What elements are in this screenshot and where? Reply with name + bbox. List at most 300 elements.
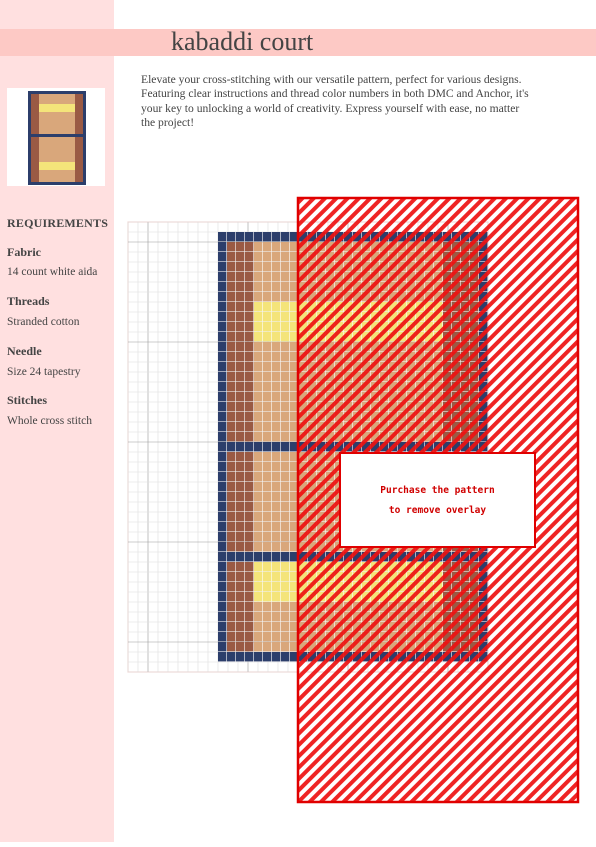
stitch-cell [263,552,271,561]
stitch-cell [281,372,289,381]
stitch-cell [254,572,262,581]
stitch-cell [272,262,280,271]
stitch-cell [272,352,280,361]
stitch-cell [272,482,280,491]
stitch-cell [218,232,226,241]
stitch-cell [245,492,253,501]
stitch-cell [218,262,226,271]
stitch-cell [245,332,253,341]
stitch-cell [236,332,244,341]
stitch-cell [281,452,289,461]
stitch-cell [281,592,289,601]
stitch-cell [218,612,226,621]
stitch-cell [218,342,226,351]
stitch-cell [218,542,226,551]
stitch-cell [263,412,271,421]
stitch-cell [272,562,280,571]
stitch-cell [272,282,280,291]
stitch-cell [218,452,226,461]
stitch-cell [245,592,253,601]
stitch-cell [254,382,262,391]
stitch-cell [263,632,271,641]
stitch-cell [281,542,289,551]
stitch-cell [272,402,280,411]
stitch-cell [254,612,262,621]
stitch-cell [263,232,271,241]
stitch-cell [236,262,244,271]
stitch-cell [263,562,271,571]
stitch-cell [227,612,235,621]
stitch-cell [281,612,289,621]
stitch-cell [254,512,262,521]
stitch-cell [254,442,262,451]
stitch-cell [281,362,289,371]
stitch-cell [281,432,289,441]
stitch-cell [281,572,289,581]
stitch-cell [263,432,271,441]
stitch-cell [227,592,235,601]
purchase-overlay-line2: to remove overlay [388,505,487,516]
stitch-cell [263,582,271,591]
stitch-cell [263,312,271,321]
purchase-overlay-box[interactable] [339,452,536,548]
stitch-cell [254,372,262,381]
stitch-cell [263,252,271,261]
stitch-cell [245,532,253,541]
stitch-cell [281,482,289,491]
stitch-cell [218,282,226,291]
stitch-cell [281,272,289,281]
stitch-cell [245,462,253,471]
stitch-cell [236,632,244,641]
stitch-cell [281,582,289,591]
stitch-cell [281,642,289,651]
stitch-cell [245,412,253,421]
stitch-cell [236,452,244,461]
stitch-cell [272,512,280,521]
stitch-cell [254,392,262,401]
stitch-cell [272,652,280,661]
stitch-cell [236,392,244,401]
stitch-cell [263,352,271,361]
stitch-cell [236,532,244,541]
stitch-cell [254,342,262,351]
stitch-cell [218,652,226,661]
stitch-cell [245,602,253,611]
stitch-cell [281,632,289,641]
stitch-cell [236,562,244,571]
stitch-cell [272,472,280,481]
stitch-cell [218,242,226,251]
stitch-cell [263,302,271,311]
stitch-cell [245,652,253,661]
stitch-cell [272,592,280,601]
stitch-cell [245,352,253,361]
stitch-cell [236,352,244,361]
stitch-cell [281,622,289,631]
stitch-cell [227,292,235,301]
stitch-cell [254,232,262,241]
stitch-cell [236,442,244,451]
stitch-cell [227,512,235,521]
stitch-cell [245,612,253,621]
stitch-cell [245,442,253,451]
stitch-cell [272,492,280,501]
stitch-cell [227,552,235,561]
stitch-cell [218,472,226,481]
stitch-cell [263,282,271,291]
stitch-cell [254,582,262,591]
stitch-cell [254,292,262,301]
stitch-cell [218,442,226,451]
stitch-cell [245,262,253,271]
stitch-cell [254,542,262,551]
stitch-cell [218,592,226,601]
stitch-cell [227,602,235,611]
stitch-cell [218,382,226,391]
stitch-cell [263,652,271,661]
stitch-cell [227,302,235,311]
stitch-cell [218,462,226,471]
stitch-cell [227,382,235,391]
stitch-cell [272,232,280,241]
stitch-cell [245,472,253,481]
stitch-cell [236,362,244,371]
stitch-cell [236,482,244,491]
stitch-cell [254,622,262,631]
stitch-cell [218,602,226,611]
stitch-cell [263,452,271,461]
stitch-cell [263,382,271,391]
stitch-cell [227,392,235,401]
stitch-cell [254,592,262,601]
stitch-cell [227,322,235,331]
stitch-cell [236,552,244,561]
stitch-cell [227,502,235,511]
stitch-cell [281,232,289,241]
stitch-cell [245,482,253,491]
stitch-cell [263,392,271,401]
stitch-cell [218,582,226,591]
stitch-cell [272,362,280,371]
stitch-cell [227,372,235,381]
stitch-cell [254,272,262,281]
stitch-cell [218,632,226,641]
stitch-cell [245,572,253,581]
stitch-cell [263,272,271,281]
stitch-cell [236,382,244,391]
stitch-cell [245,282,253,291]
stitch-cell [236,652,244,661]
fabric-label: Fabric [7,245,41,259]
stitch-cell [245,382,253,391]
stitch-cell [254,412,262,421]
stitch-cell [245,422,253,431]
stitch-cell [236,342,244,351]
stitch-cell [263,462,271,471]
stitch-cell [236,372,244,381]
stitch-cell [218,302,226,311]
stitch-cell [263,512,271,521]
stitch-cell [272,452,280,461]
stitch-cell [245,312,253,321]
stitch-cell [227,452,235,461]
stitch-cell [236,462,244,471]
stitch-cell [227,412,235,421]
stitch-cell [263,492,271,501]
stitch-cell [227,272,235,281]
stitch-cell [254,652,262,661]
stitch-cell [254,362,262,371]
stitch-cell [236,512,244,521]
stitch-cell [245,542,253,551]
stitch-cell [236,322,244,331]
stitch-cell [227,542,235,551]
stitch-cell [254,632,262,641]
stitch-cell [281,422,289,431]
stitch-cell [236,492,244,501]
stitch-cell [272,622,280,631]
stitch-cell [245,372,253,381]
stitch-cell [254,302,262,311]
stitch-cell [272,642,280,651]
stitch-cell [218,432,226,441]
stitch-cell [281,472,289,481]
stitch-cell [245,622,253,631]
stitch-cell [245,562,253,571]
stitch-cell [281,442,289,451]
stitch-cell [272,552,280,561]
stitch-cell [254,282,262,291]
stitch-cell [263,332,271,341]
stitch-cell [272,632,280,641]
stitch-cell [254,262,262,271]
stitch-cell [263,472,271,481]
stitch-cell [254,432,262,441]
stitches-label: Stitches [7,393,47,407]
stitch-cell [227,442,235,451]
stitch-cell [254,552,262,561]
stitch-cell [218,562,226,571]
stitch-cell [254,472,262,481]
stitch-cell [263,482,271,491]
stitch-cell [245,552,253,561]
stitch-cell [236,272,244,281]
stitch-cell [218,642,226,651]
stitch-cell [227,242,235,251]
stitch-cell [218,332,226,341]
stitch-cell [245,642,253,651]
stitch-cell [236,422,244,431]
stitch-cell [236,502,244,511]
stitch-cell [236,472,244,481]
stitch-cell [218,532,226,541]
stitch-cell [218,352,226,361]
stitch-cell [281,322,289,331]
threads-value: Stranded cotton [7,316,80,328]
stitch-cell [254,332,262,341]
stitch-cell [236,242,244,251]
stitch-cell [245,302,253,311]
stitch-cell [272,462,280,471]
pattern-description: Elevate your cross-stitching with our versatile pattern, perfect for various designs. Featuring clear instructions and thread color numbers in both DMC and Anchor, it's your key to unlocking a world of creativity. Express yourself with ease, no matter the project! [141,73,529,130]
stitch-cell [218,312,226,321]
stitch-cell [272,542,280,551]
stitch-cell [281,532,289,541]
stitch-cell [263,642,271,651]
stitch-cell [227,262,235,271]
stitch-cell [218,322,226,331]
stitch-cell [281,302,289,311]
stitch-cell [227,572,235,581]
stitch-cell [254,642,262,651]
stitch-cell [263,612,271,621]
stitch-cell [272,272,280,281]
stitch-cell [218,622,226,631]
stitch-cell [245,392,253,401]
stitch-cell [218,422,226,431]
stitch-cell [281,602,289,611]
stitch-cell [227,472,235,481]
needle-value: Size 24 tapestry [7,366,81,378]
stitch-cell [263,522,271,531]
stitch-cell [236,542,244,551]
stitch-cell [236,642,244,651]
requirements-heading: REQUIREMENTS [7,216,109,230]
stitch-cell [281,652,289,661]
stitch-cell [254,422,262,431]
stitch-cell [281,552,289,561]
stitch-cell [254,562,262,571]
stitch-cell [281,512,289,521]
stitch-cell [218,392,226,401]
stitch-cell [281,562,289,571]
stitch-cell [227,312,235,321]
stitch-cell [254,252,262,261]
page-title: kabaddi court [171,27,314,56]
stitch-cell [245,582,253,591]
stitch-cell [281,392,289,401]
stitch-cell [272,412,280,421]
stitch-cell [236,292,244,301]
stitch-cell [245,342,253,351]
stitch-cell [272,242,280,251]
stitch-cell [227,582,235,591]
stitch-cell [236,572,244,581]
stitch-cell [263,372,271,381]
stitch-cell [272,432,280,441]
stitch-cell [281,282,289,291]
needle-label: Needle [7,344,42,358]
stitch-cell [236,622,244,631]
stitch-cell [272,532,280,541]
stitch-cell [245,522,253,531]
stitch-cell [227,522,235,531]
stitch-cell [227,642,235,651]
stitch-cell [263,542,271,551]
stitch-cell [281,242,289,251]
stitch-cell [227,562,235,571]
stitch-cell [236,232,244,241]
stitch-cell [254,322,262,331]
threads-label: Threads [7,294,50,308]
stitch-cell [227,282,235,291]
stitch-cell [263,572,271,581]
stitch-cell [236,592,244,601]
stitch-cell [227,362,235,371]
stitch-cell [281,342,289,351]
stitch-cell [227,252,235,261]
stitch-cell [227,622,235,631]
stitch-cell [263,262,271,271]
stitch-cell [218,572,226,581]
stitch-cell [218,502,226,511]
stitch-cell [227,332,235,341]
stitch-cell [263,502,271,511]
stitch-cell [236,612,244,621]
stitch-cell [218,402,226,411]
stitch-cell [272,302,280,311]
stitch-cell [272,342,280,351]
stitch-cell [254,402,262,411]
stitch-cell [218,522,226,531]
stitch-cell [281,382,289,391]
stitch-cell [236,432,244,441]
stitch-cell [263,532,271,541]
stitch-cell [227,352,235,361]
stitch-cell [236,602,244,611]
stitch-cell [272,602,280,611]
stitch-cell [245,232,253,241]
stitch-cell [272,582,280,591]
stitch-cell [245,362,253,371]
stitch-cell [227,652,235,661]
stitch-cell [254,522,262,531]
stitch-cell [281,462,289,471]
stitch-cell [281,352,289,361]
stitch-cell [218,482,226,491]
stitch-cell [218,372,226,381]
stitch-cell [254,502,262,511]
stitch-cell [245,272,253,281]
stitch-cell [263,242,271,251]
stitch-cell [218,292,226,301]
stitch-cell [245,512,253,521]
stitch-cell [245,252,253,261]
stitch-cell [272,322,280,331]
stitch-cell [218,252,226,261]
stitch-cell [236,282,244,291]
fabric-value: 14 count white aida [7,266,98,278]
stitch-cell [245,292,253,301]
stitch-cell [254,242,262,251]
stitch-cell [272,252,280,261]
stitch-cell [254,312,262,321]
stitch-cell [263,322,271,331]
stitch-cell [227,402,235,411]
stitch-cell [263,422,271,431]
stitch-cell [245,402,253,411]
stitch-cell [245,452,253,461]
stitch-cell [245,242,253,251]
stitch-cell [263,592,271,601]
stitch-cell [272,392,280,401]
stitch-cell [227,492,235,501]
stitch-cell [254,492,262,501]
purchase-overlay-line1: Purchase the pattern [380,485,495,496]
stitch-cell [236,522,244,531]
stitch-cell [281,492,289,501]
